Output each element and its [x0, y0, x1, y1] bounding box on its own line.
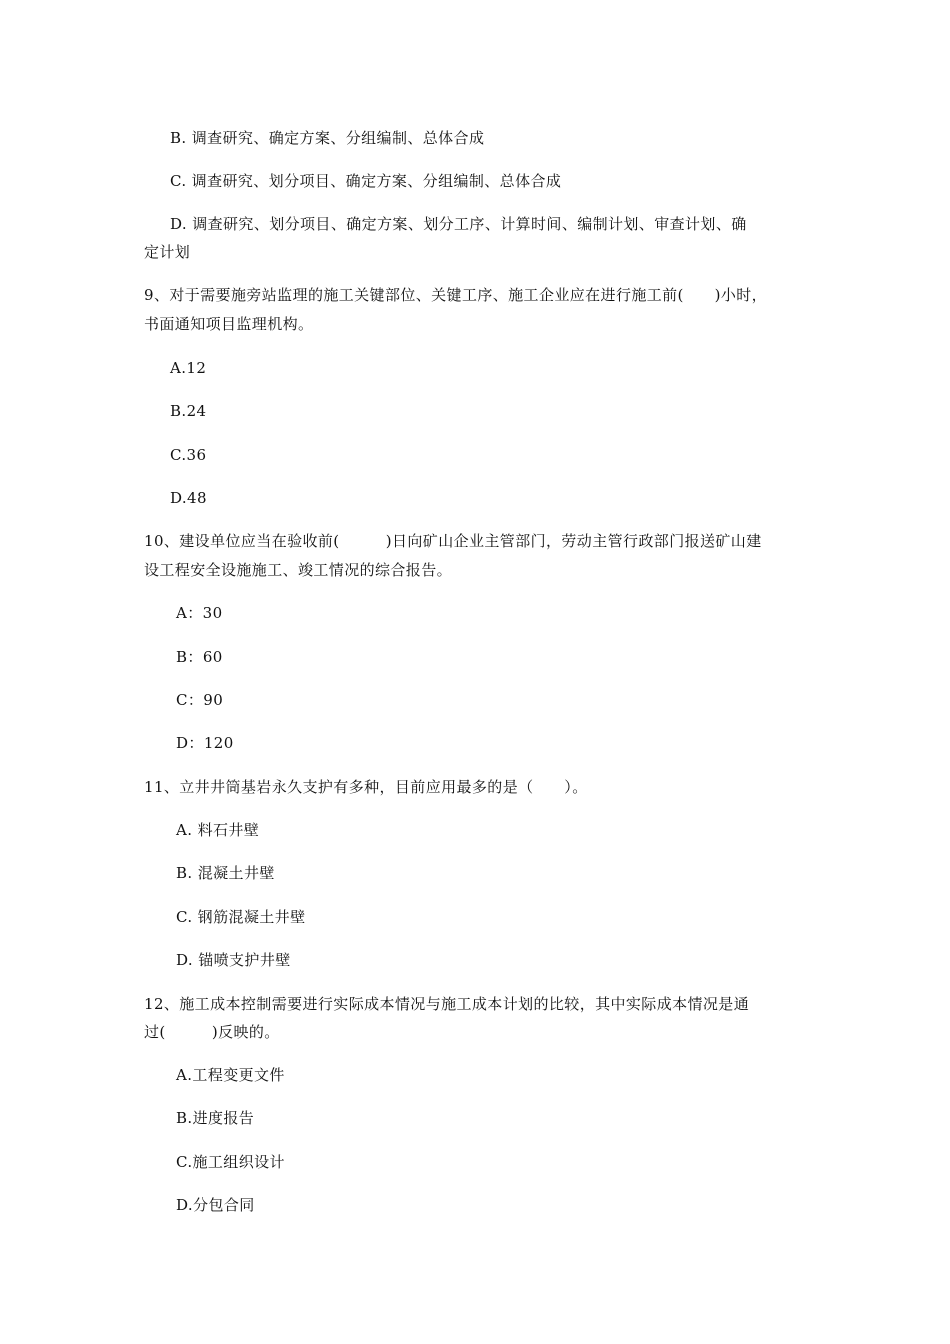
question-12-option-a: A.工程变更文件: [176, 1066, 285, 1084]
question-10-text-continuation: 设工程安全设施施工、竣工情况的综合报告。: [144, 561, 453, 579]
question-10-option-c: C：90: [176, 691, 224, 709]
question-11-option-a: A. 料石井壁: [176, 821, 260, 839]
prev-option-d-continuation: 定计划: [144, 243, 191, 261]
question-11-option-c: C. 钢筋混凝土井壁: [176, 908, 306, 926]
question-9-text-continuation: 书面通知项目监理机构。: [144, 315, 314, 333]
question-12-option-d: D.分包合同: [176, 1196, 255, 1214]
question-12-option-b: B.进度报告: [176, 1109, 255, 1127]
question-12-text-continuation: 过( )反映的。: [144, 1023, 280, 1041]
question-9-option-d: D.48: [170, 489, 207, 507]
question-10-option-d: D：120: [176, 734, 234, 752]
question-9-option-c: C.36: [170, 446, 207, 464]
question-10-text: 10、建设单位应当在验收前( )日向矿山企业主管部门，劳动主管行政部门报送矿山建: [144, 532, 762, 550]
question-9-text: 9、对于需要施旁站监理的施工关键部位、关键工序、施工企业应在进行施工前( )小时，: [144, 286, 768, 304]
question-10-option-b: B：60: [176, 648, 223, 666]
question-11-text: 11、立井井筒基岩永久支护有多种，目前应用最多的是（ ）。: [144, 778, 588, 796]
question-12-option-c: C.施工组织设计: [176, 1153, 285, 1171]
prev-option-b: B. 调查研究、确定方案、分组编制、总体合成: [170, 129, 485, 147]
question-12-text: 12、施工成本控制需要进行实际成本情况与施工成本计划的比较，其中实际成本情况是通: [144, 995, 750, 1013]
question-11-option-b: B. 混凝土井壁: [176, 864, 275, 882]
question-9-option-a: A.12: [170, 359, 207, 377]
question-10-option-a: A：30: [176, 604, 223, 622]
prev-option-c: C. 调查研究、划分项目、确定方案、分组编制、总体合成: [170, 172, 562, 190]
prev-option-d: D. 调查研究、划分项目、确定方案、划分工序、计算时间、编制计划、审查计划、确: [170, 215, 747, 233]
question-11-option-d: D. 锚喷支护井壁: [176, 951, 291, 969]
question-9-option-b: B.24: [170, 402, 207, 420]
